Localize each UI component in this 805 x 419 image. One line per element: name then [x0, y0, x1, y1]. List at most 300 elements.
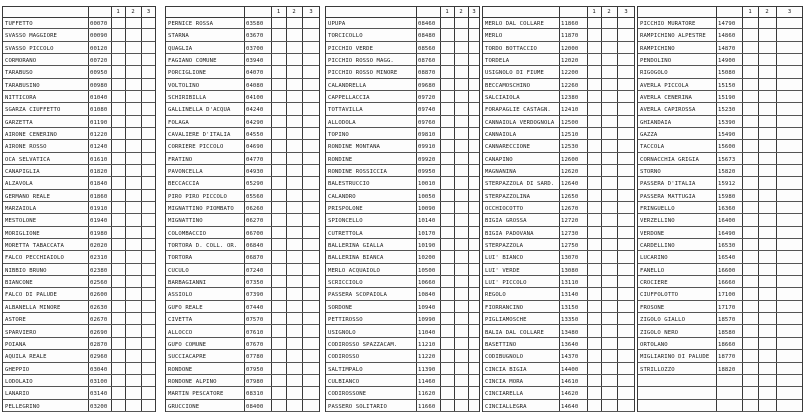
table-row — [166, 42, 319, 54]
table-row — [166, 276, 319, 288]
species-name: AIRONE ROSSO — [5, 144, 47, 151]
species-name: CAPPELLACCIA — [328, 95, 370, 102]
species-name: CORRIERE PICCOLO — [168, 144, 224, 151]
species-name: RAMPICHINO — [640, 45, 675, 52]
species-code: 11390 — [418, 366, 436, 373]
species-name: TOTTAVILLA — [328, 107, 363, 114]
species-code: 09680 — [418, 82, 436, 89]
species-name: VERDONE — [640, 230, 665, 237]
table-row — [638, 202, 802, 214]
table-row — [3, 301, 155, 313]
species-code: 12510 — [561, 132, 579, 139]
species-code: 18570 — [718, 317, 736, 324]
species-name: MERLO ACQUAIOLO — [328, 267, 381, 274]
table-row — [483, 227, 634, 239]
species-code: 04690 — [246, 144, 264, 151]
species-code: 04100 — [246, 95, 264, 102]
table-row — [3, 128, 155, 140]
species-name: PIRO PIRO PICCOLO — [168, 193, 227, 200]
table-row — [3, 177, 155, 189]
table-row — [166, 239, 319, 251]
table-row — [326, 338, 479, 350]
table-row — [166, 350, 319, 362]
species-name: BALESTRUCCIO — [328, 181, 370, 188]
species-code: 09760 — [418, 119, 436, 126]
species-code: 08400 — [246, 403, 264, 410]
species-code: 11460 — [418, 378, 436, 385]
species-name: CIUFFOLOTTO — [640, 292, 679, 299]
species-name: ALLODOLA — [328, 119, 356, 126]
species-code: 06270 — [246, 218, 264, 225]
table-row — [483, 400, 634, 412]
species-code: 03580 — [246, 21, 264, 27]
species-code: 16660 — [718, 280, 736, 287]
species-code: 12000 — [561, 45, 579, 52]
species-code: 02630 — [90, 304, 108, 311]
table-row — [166, 54, 319, 66]
header-number: 1 — [276, 9, 281, 15]
species-name: AVERLA PICCOLA — [640, 82, 689, 89]
species-name: GARZETTA — [5, 119, 33, 126]
species-name: MESTOLONE — [5, 218, 37, 225]
table-row — [638, 251, 802, 263]
species-code: 07950 — [246, 366, 264, 373]
species-code: 06260 — [246, 206, 264, 213]
checklist-column — [325, 6, 480, 412]
table-row — [483, 17, 634, 29]
species-name: CORNACCHIA GRIGIA — [640, 156, 699, 163]
species-name: FORAPAGLIE CASTAGN. — [485, 107, 551, 114]
table-row — [326, 202, 479, 214]
species-code: 10010 — [418, 181, 436, 188]
species-code: 15980 — [718, 193, 736, 200]
species-code: 15673 — [718, 156, 736, 163]
table-row — [326, 153, 479, 165]
species-code: 06700 — [246, 230, 264, 237]
species-code: 04240 — [246, 107, 264, 114]
species-name: CODIROSSONE — [328, 391, 367, 398]
table-row — [3, 400, 155, 412]
table-row — [166, 165, 319, 177]
species-name: TARABUSINO — [5, 82, 40, 89]
species-name: MORIGLIONE — [5, 230, 40, 237]
species-name: TACCOLA — [640, 144, 665, 151]
species-code: 14370 — [561, 354, 579, 361]
species-code: 11040 — [418, 329, 436, 336]
species-name: AVERLA CAPIROSSA — [640, 107, 696, 114]
species-name: RAMPICHINO ALPESTRE — [640, 33, 706, 40]
species-name: FRATINO — [168, 156, 193, 163]
species-name: PICCHIO MURATORE — [640, 21, 696, 27]
table-row — [483, 276, 634, 288]
species-code: 14870 — [718, 45, 736, 52]
table-row — [483, 79, 634, 91]
table-row — [638, 165, 802, 177]
table-row — [638, 190, 802, 202]
species-name: PASSERO SOLITARIO — [328, 403, 387, 410]
species-code: 11620 — [418, 391, 436, 398]
species-name: RONDINE ROSSICCIA — [328, 169, 387, 176]
species-code: 04080 — [246, 82, 264, 89]
species-code: 15490 — [718, 132, 736, 139]
species-name: LUI' PICCOLO — [485, 280, 527, 287]
species-code: 01910 — [90, 206, 108, 213]
species-code: 00120 — [90, 45, 108, 52]
table-row — [166, 338, 319, 350]
table-row — [326, 276, 479, 288]
table-row — [3, 140, 155, 152]
species-code: 15820 — [718, 169, 736, 176]
species-name: REGOLO — [485, 292, 506, 299]
species-name: BIGIA PADOVANA — [485, 230, 534, 237]
table-row — [483, 42, 634, 54]
table-row — [166, 375, 319, 387]
species-code: 02560 — [90, 280, 108, 287]
checklist-column — [2, 6, 156, 412]
table-row — [166, 214, 319, 226]
species-code: 04550 — [246, 132, 264, 139]
table-row — [3, 326, 155, 338]
species-code: 03040 — [90, 366, 108, 373]
species-code: 10170 — [418, 230, 436, 237]
species-code: 01980 — [90, 230, 108, 237]
species-name: CODIROSSO SPAZZACAM. — [328, 341, 398, 348]
species-name: PICCHIO ROSSO MAGG. — [328, 58, 394, 65]
species-name: CINCIA MORA — [485, 378, 524, 385]
table-row — [3, 190, 155, 202]
species-code: 08560 — [418, 45, 436, 52]
species-name: CORMORANO — [5, 58, 37, 65]
species-name: OCCHIOCOTTO — [485, 206, 524, 213]
species-name: STORNO — [640, 169, 661, 176]
species-code: 09810 — [418, 132, 436, 139]
table-row — [166, 116, 319, 128]
species-name: CINCIARELLA — [485, 391, 524, 398]
table-row — [3, 79, 155, 91]
species-code: 11220 — [418, 354, 436, 361]
species-name: GERMANO REALE — [5, 193, 51, 200]
species-name: VOLTOLINO — [168, 82, 200, 89]
table-row — [3, 375, 155, 387]
species-name: QUAGLIA — [168, 45, 193, 52]
species-name: CANNAIOLA — [485, 132, 517, 139]
species-code: 00090 — [90, 33, 108, 40]
species-name: AVERLA CENERINA — [640, 95, 693, 102]
table-row — [483, 116, 634, 128]
table-row — [166, 313, 319, 325]
table-row — [483, 350, 634, 362]
species-name: LUI' BIANCO — [485, 255, 524, 262]
species-code: 15190 — [718, 95, 736, 102]
table-row — [166, 264, 319, 276]
species-code: 13350 — [561, 317, 579, 324]
species-name: PORCIGLIONE — [168, 70, 207, 77]
species-name: FROSONE — [640, 304, 665, 311]
species-name: BIANCONE — [5, 280, 33, 287]
species-name: CINCIA BIGIA — [485, 366, 527, 373]
table-row — [3, 264, 155, 276]
species-name: VERZELLINO — [640, 218, 675, 225]
table-row — [483, 128, 634, 140]
species-name: PENDOLINO — [640, 58, 672, 65]
table-row — [638, 276, 802, 288]
table-row — [638, 375, 802, 387]
species-code: 09910 — [418, 144, 436, 151]
table-row — [638, 350, 802, 362]
table-row — [3, 387, 155, 399]
species-name: GRUCCIONE — [168, 403, 200, 410]
table-row — [638, 239, 802, 251]
table-row — [166, 153, 319, 165]
table-row — [166, 91, 319, 103]
species-name: AIRONE CENERINO — [5, 132, 58, 139]
species-name: SALCIAIOLA — [485, 95, 520, 102]
species-name: GALLINELLA D'ACQUA — [168, 107, 231, 114]
species-code: 02690 — [90, 329, 108, 336]
table-row — [638, 140, 802, 152]
table-row — [326, 214, 479, 226]
species-code: 12730 — [561, 230, 579, 237]
species-name: BARBAGIANNI — [168, 280, 207, 287]
table-row — [3, 91, 155, 103]
species-name: RONDONE — [168, 366, 193, 373]
species-code: 07980 — [246, 378, 264, 385]
table-row — [3, 227, 155, 239]
species-code: 10660 — [418, 280, 436, 287]
species-name: CARDELLINO — [640, 243, 675, 250]
species-name: SCRICCIOLO — [328, 280, 363, 287]
table-row — [3, 350, 155, 362]
table-row — [638, 387, 802, 399]
table-row — [3, 54, 155, 66]
species-code: 02310 — [90, 255, 108, 262]
table-row — [483, 214, 634, 226]
species-code: 03140 — [90, 391, 108, 398]
species-name: CANNARECCIONE — [485, 144, 531, 151]
table-row — [166, 363, 319, 375]
species-name: TORTORA D. COLL. OR. — [168, 243, 238, 250]
species-code: 14790 — [718, 21, 736, 27]
species-code: 12260 — [561, 82, 579, 89]
species-name: PETTIROSSO — [328, 317, 363, 324]
table-row — [3, 288, 155, 300]
table-row — [326, 363, 479, 375]
species-code: 15390 — [718, 119, 736, 126]
species-code: 16540 — [718, 255, 736, 262]
table-row — [326, 165, 479, 177]
table-row — [638, 214, 802, 226]
species-name: CODIBUGNOLO — [485, 354, 524, 361]
species-code: 07440 — [246, 304, 264, 311]
table-row — [638, 54, 802, 66]
species-code: 14620 — [561, 391, 579, 398]
species-name: ZIGOLO GIALLO — [640, 317, 686, 324]
header-number: 2 — [292, 9, 296, 15]
species-code: 11660 — [418, 403, 436, 410]
species-code: 01080 — [90, 107, 108, 114]
species-code: 03100 — [90, 378, 108, 385]
species-code: 01240 — [90, 144, 108, 151]
table-row — [483, 363, 634, 375]
species-code: 11870 — [561, 33, 579, 40]
species-name: BALLERINA GIALLA — [328, 243, 384, 250]
species-code: 02870 — [90, 341, 108, 348]
species-code: 10940 — [418, 304, 436, 311]
table-row — [326, 54, 479, 66]
table-row — [483, 153, 634, 165]
species-name: POIANA — [5, 341, 26, 348]
species-code: 10500 — [418, 267, 436, 274]
species-code: 08870 — [418, 70, 436, 77]
table-row — [638, 116, 802, 128]
species-code: 13150 — [561, 304, 579, 311]
species-code: 10090 — [418, 206, 436, 213]
species-name: STRILLOZZO — [640, 366, 675, 373]
species-name: TORCICOLLO — [328, 33, 363, 40]
species-code: 00070 — [90, 21, 108, 27]
table-row — [166, 301, 319, 313]
species-name: CULBIANCO — [328, 378, 360, 385]
checklist-column — [165, 6, 320, 412]
species-name: SORDONE — [328, 304, 353, 311]
species-code: 13080 — [561, 267, 579, 274]
header-number: 3 — [309, 9, 313, 15]
species-name: TORDO BOTTACCIO — [485, 45, 538, 52]
table-row — [326, 227, 479, 239]
species-code: 12500 — [561, 119, 579, 126]
species-code: 15230 — [718, 107, 736, 114]
species-code: 10140 — [418, 218, 436, 225]
species-name: BIGIA GROSSA — [485, 218, 527, 225]
table-row — [166, 202, 319, 214]
table-row — [3, 276, 155, 288]
species-name: RONDINE — [328, 156, 353, 163]
species-name: SPIONCELLO — [328, 218, 363, 225]
species-code: 17100 — [718, 292, 736, 299]
species-code: 04770 — [246, 156, 264, 163]
species-code: 14860 — [718, 33, 736, 40]
table-row — [166, 29, 319, 41]
table-row — [166, 251, 319, 263]
species-code: 10990 — [418, 317, 436, 324]
species-code: 03700 — [246, 45, 264, 52]
species-code: 12380 — [561, 95, 579, 102]
species-code: 01610 — [90, 156, 108, 163]
species-name: CANNAIOLA VERDOGNOLA — [485, 119, 555, 126]
species-code: 01820 — [90, 169, 108, 176]
table-row — [638, 103, 802, 115]
species-code: 14400 — [561, 366, 579, 373]
species-name: CINCIALLEGRA — [485, 403, 527, 410]
table-row — [3, 239, 155, 251]
table-row — [326, 116, 479, 128]
table-row — [166, 79, 319, 91]
species-name: CANAPINO — [485, 156, 513, 163]
table-row — [638, 313, 802, 325]
table-row — [166, 103, 319, 115]
species-code: 10840 — [418, 292, 436, 299]
species-name: RIGOGOLO — [640, 70, 668, 77]
species-code: 08480 — [418, 33, 436, 40]
species-code: 11860 — [561, 21, 579, 27]
species-code: 06840 — [246, 243, 264, 250]
species-name: USIGNOLO DI FIUME — [485, 70, 544, 77]
table-row — [3, 153, 155, 165]
species-name: SCHIRIBILLA — [168, 95, 207, 102]
species-code: 12620 — [561, 169, 579, 176]
header-number: 3 — [472, 9, 476, 15]
species-name: CANAPIGLIA — [5, 169, 40, 176]
table-row — [166, 326, 319, 338]
header-number: 3 — [146, 9, 151, 15]
species-name: GHEPPIO — [5, 366, 30, 373]
table-row — [166, 400, 319, 412]
table-row — [3, 363, 155, 375]
table-row — [326, 79, 479, 91]
table-row — [638, 326, 802, 338]
table-row — [638, 29, 802, 41]
species-name: CIVETTA — [168, 317, 193, 324]
species-name: ORTOLANO — [640, 341, 668, 348]
species-code: 10050 — [418, 193, 436, 200]
species-code: 04070 — [246, 70, 264, 77]
species-code: 15600 — [718, 144, 736, 151]
species-code: 07390 — [246, 292, 264, 299]
species-name: BALIA DAL COLLARE — [485, 329, 544, 336]
species-name: LUCARINO — [640, 255, 668, 262]
species-name: ALBANELLA MINORE — [5, 304, 61, 311]
species-code: 03200 — [90, 403, 108, 410]
checklist-column — [637, 6, 803, 412]
species-code: 13070 — [561, 255, 579, 262]
table-row — [166, 128, 319, 140]
table-row — [326, 177, 479, 189]
table-row — [326, 326, 479, 338]
species-code: 00720 — [90, 58, 108, 65]
table-row — [166, 387, 319, 399]
species-name: SGARZA CIUFFETTO — [5, 107, 61, 114]
species-name: CALANDRELLA — [328, 82, 367, 89]
table-row — [166, 177, 319, 189]
header-number: 2 — [131, 9, 135, 15]
species-code: 12650 — [561, 193, 579, 200]
species-code: 07350 — [246, 280, 264, 287]
table-row — [326, 288, 479, 300]
species-name: MIGLIARINO DI PALUDE — [640, 354, 710, 361]
species-code: 01220 — [90, 132, 108, 139]
species-name: FALCO PECCHIAIOLO — [5, 255, 64, 262]
table-row — [326, 239, 479, 251]
table-row — [483, 91, 634, 103]
species-code: 18820 — [718, 366, 736, 373]
table-row — [483, 264, 634, 276]
species-code: 04930 — [246, 169, 264, 176]
species-name: MERLO DAL COLLARE — [485, 21, 544, 27]
species-name: PASSERA D'ITALIA — [640, 181, 696, 188]
species-name: LUI' VERDE — [485, 267, 520, 274]
species-code: 14610 — [561, 378, 579, 385]
species-name: TUFFETTO — [5, 21, 33, 27]
table-row — [3, 214, 155, 226]
species-code: 12600 — [561, 156, 579, 163]
species-name: SVASSO MAGGIORE — [5, 33, 58, 40]
species-code: 14640 — [561, 403, 579, 410]
species-code: 12640 — [561, 181, 579, 188]
species-name: FALCO DI PALUDE — [5, 292, 58, 299]
species-code: 12200 — [561, 70, 579, 77]
table-row — [3, 165, 155, 177]
species-name: PAVONCELLA — [168, 169, 203, 176]
